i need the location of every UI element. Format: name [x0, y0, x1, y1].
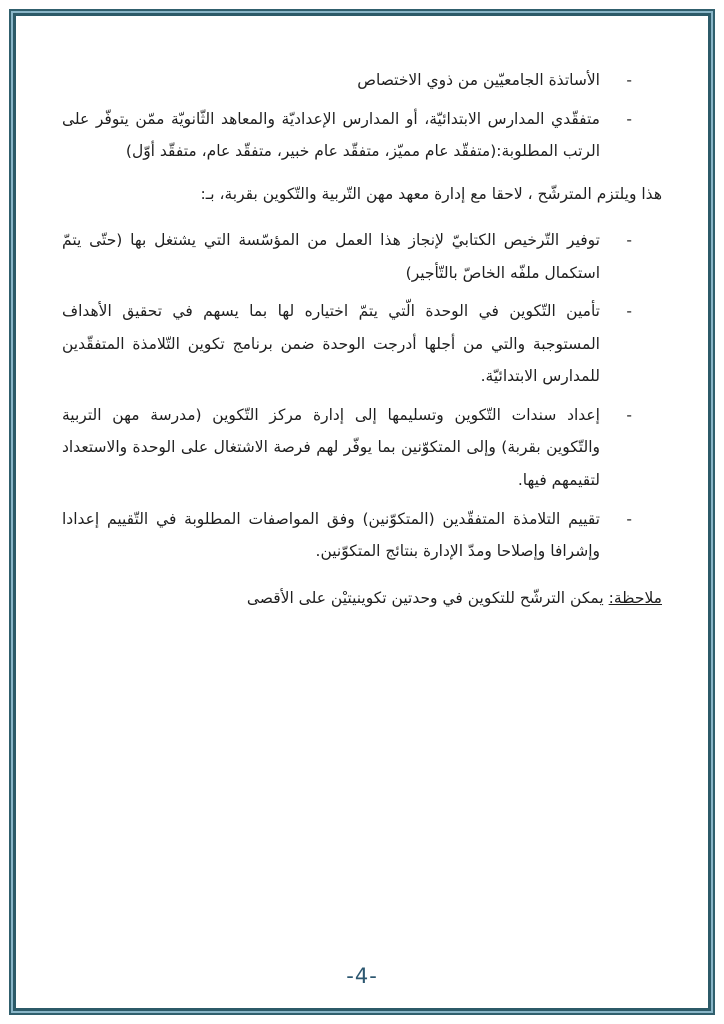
bullet-dash-marker: - — [626, 405, 632, 424]
list-item — [62, 295, 632, 393]
list-item — [62, 103, 632, 168]
bullet-dash-marker: - — [626, 109, 632, 128]
bullet-dash-marker: - — [626, 71, 632, 89]
commitments-bullet-list — [62, 224, 662, 567]
bullet-dash-marker: - — [626, 231, 632, 250]
list-item-text: الأساتذة الجامعيّين من ذوي الاختصاص — [357, 71, 600, 89]
page-number: -4- — [346, 964, 378, 988]
list-item-text: إعداد سندات التّكوين وتسليمها إلى إدارة مركز التّكوين (مدرسة مهن التربية والتّكوين بقربة) وإلى المتكوّنين بما يوفّر لهم فرصة الاشتغال على الوحدة والاستعداد لتقيمهم فيها. — [62, 405, 600, 490]
note-paragraph — [62, 582, 662, 615]
list-item-text: متفقّدي المدارس الابتدائيّة، أو المدارس الإعداديّة والمعاهد الثّانويّة ممّن يتوفّر على الرتب المطلوبة:(متفقّد عام مميّز، متفقّد عام خبير، متفقّد عام، متفقّد أوّل) — [62, 109, 600, 161]
list-item-text: تقييم التلامذة المتفقّدين (المتكوّنين) وفق المواصفات المطلوبة في التّقييم إعدادا وإشرافا وإصلاحا ومدّ الإدارة بنتائج المتكوّنين. — [62, 509, 600, 561]
intro-paragraph: هذا ويلتزم المترشّح ، لاحقا مع إدارة معهد مهن التّربية والتّكوين بقربة، بـ: — [200, 184, 662, 203]
list-item — [62, 224, 632, 289]
bullet-dash-marker: - — [626, 509, 632, 528]
document-content — [18, 18, 706, 1006]
list-item — [62, 64, 632, 97]
list-item — [62, 503, 632, 568]
list-item-text: تأمين التّكوين في الوحدة الّتي يتمّ اختياره لها بما يسهم في تحقيق الأهداف المستوجبة والتي من أجلها أدرجت الوحدة ضمن برنامج تكوين التّلامذة المتفقّدين للمدارس الابتدائيّة. — [62, 302, 600, 386]
list-item-text: توفير التّرخيص الكتابيّ لإنجاز هذا العمل من المؤسّسة التي يشتغل بها (حتّى يتمّ استكمال ملفّه الخاصّ بالتّأجير) — [62, 231, 600, 282]
list-item — [62, 399, 632, 497]
bullet-dash-marker: - — [626, 302, 632, 321]
intro-bullet-list — [62, 64, 662, 168]
note-label: ملاحظة: — [608, 588, 662, 607]
note-text: يمكن الترشّح للتكوين في وحدتين تكوينيتيْن على الأقصى — [246, 588, 609, 607]
